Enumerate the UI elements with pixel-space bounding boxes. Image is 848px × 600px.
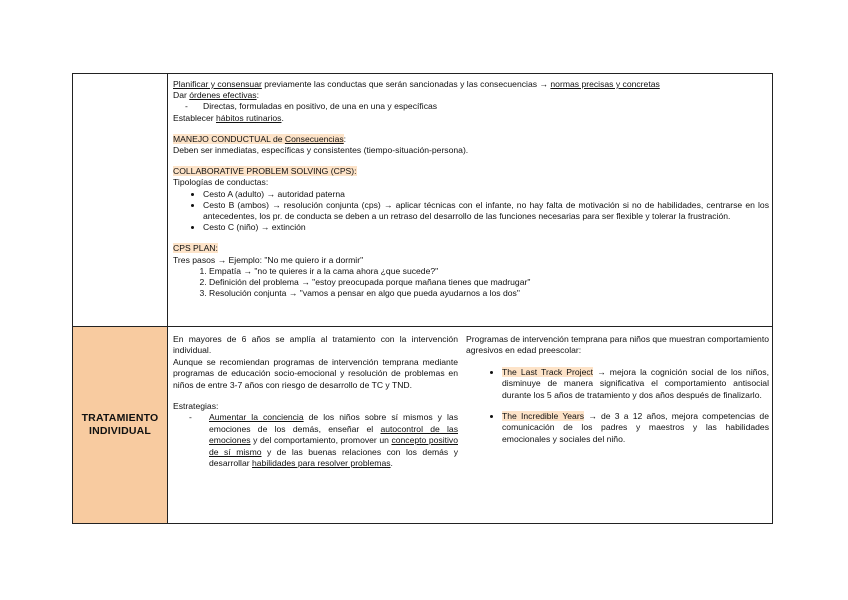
program-text: → mejora la cognición social de los niños, disminuye de manera significativa el comportamiento antisocial durante los 5 años de tratamiento y dos años después de finalizarlo. (502, 366, 769, 400)
program-text: → de 3 a 12 años, mejora competencias de comunicación de los padres y maestros y las habilidades emocionales y sociales del niño. (502, 411, 769, 444)
list-item: • Cesto B (ambos) → resolución conjunta (cps) → aplicar técnicas con el infante, no hay falta de motivación si no de habilidades, centrarse en los antecedentes, los pr. de conducta se deben a un retraso del desarrollo de las funciones necesarias para ser flexible y tolerar la frustración. (203, 200, 769, 222)
program-name: The Incredible Years (502, 411, 584, 422)
left-column (173, 334, 458, 469)
list-item: • Cesto A (adulto) → autoridad paterna (203, 189, 769, 200)
plan-steps (173, 266, 769, 300)
strategy-term-1: Aumentar la conciencia (209, 412, 304, 423)
table-row (73, 327, 772, 523)
ordenes-term: órdenes efectivas (189, 90, 257, 101)
manejo-title-text: MANEJO CONDUCTUAL de (173, 133, 285, 144)
plan-text: previamente las conductas que serán sancionadas y las consecuencias → (261, 79, 551, 89)
list-item: - Directas, formuladas en positivo, de una en una y específicas (185, 101, 769, 112)
plan-title-text: CPS PLAN: (173, 243, 218, 254)
programs-list (466, 367, 769, 445)
ordenes-prefix: Dar (173, 90, 190, 101)
strategies-title: Estrategias: (173, 401, 219, 412)
row-label-cell (73, 327, 168, 523)
strategy-term-3: concepto positivo de sí mismo (209, 435, 458, 457)
habitos-prefix: Establecer (173, 112, 216, 123)
ordenes-list (173, 101, 769, 112)
row-label: TRATAMIENTO INDIVIDUAL (81, 412, 159, 437)
ordenes-line (173, 90, 769, 101)
left-intro: En mayores de 6 años se amplía al tratamiento con la intervención individual. (173, 334, 458, 356)
manejo-title (173, 134, 769, 145)
plan-result: normas precisas y concretas (550, 79, 660, 89)
row-label-cell-empty (73, 74, 168, 326)
program-name: The Last Track Project (502, 366, 594, 377)
ordenes-suffix: : (256, 90, 259, 101)
strategy-text-3: y de las buenas relaciones con los demás y desarrollar (209, 446, 458, 469)
row-content-cell (173, 79, 769, 299)
left-para: Aunque se recomiendan programas de intervención temprana mediante programas de educación socio-emocional y resolución de problemas en niños de entre 3-7 años con riesgo de desarrollo de TC y TND. (173, 356, 458, 390)
strategy-text-1: de los niños sobre sí mismos y las emociones de los demás, enseñar el (209, 412, 458, 434)
strategy-end: . (390, 458, 393, 469)
table-row (73, 74, 772, 327)
cps-title (173, 166, 769, 177)
manejo-text: Deben ser inmediatas, específicas y consistentes (tiempo-situación-persona). (173, 145, 469, 156)
list-item: • Cesto C (niño) → extinción (203, 222, 769, 233)
strategy-text-2: y del comportamiento, promover un (250, 435, 392, 446)
habitos-line (173, 113, 769, 124)
cps-intro: Tipologías de conductas: (173, 177, 269, 188)
list-item: 2. Definición del problema → "estoy preocupada porque mañana tienes que madrugar" (209, 277, 769, 288)
list-item (502, 367, 769, 401)
strategy-term-2: autocontrol de las emociones (209, 423, 458, 446)
cps-title-text: COLLABORATIVE PROBLEM SOLVING (CPS): (173, 166, 357, 177)
plan-term: Planificar y consensuar (173, 79, 262, 89)
plan-intro: Tres pasos → Ejemplo: "No me quiero ir a dormir" (173, 254, 364, 265)
list-item: 3. Resolución conjunta → "vamos a pensar en algo que pueda ayudarnos a los dos" (209, 288, 769, 299)
strategy-term-4: habilidades para resolver problemas (252, 458, 391, 469)
right-intro: Programas de intervención temprana para niños que muestran comportamiento agresivos en edad preescolar: (466, 334, 769, 356)
manejo-title-term: Consecuencias (284, 133, 344, 144)
content-table (72, 73, 773, 524)
list-item (502, 411, 769, 445)
plan-line (173, 79, 769, 90)
cps-list (173, 189, 769, 234)
habitos-suffix: . (281, 112, 284, 123)
plan-title (173, 243, 769, 254)
right-column (466, 334, 769, 455)
strategies-list (173, 412, 458, 469)
manejo-title-colon: : (343, 133, 347, 144)
list-item (189, 412, 458, 469)
habitos-term: hábitos rutinarios (216, 112, 282, 123)
list-item: 1. Empatía → "no te quieres ir a la cama ahora ¿que sucede?" (209, 266, 769, 277)
